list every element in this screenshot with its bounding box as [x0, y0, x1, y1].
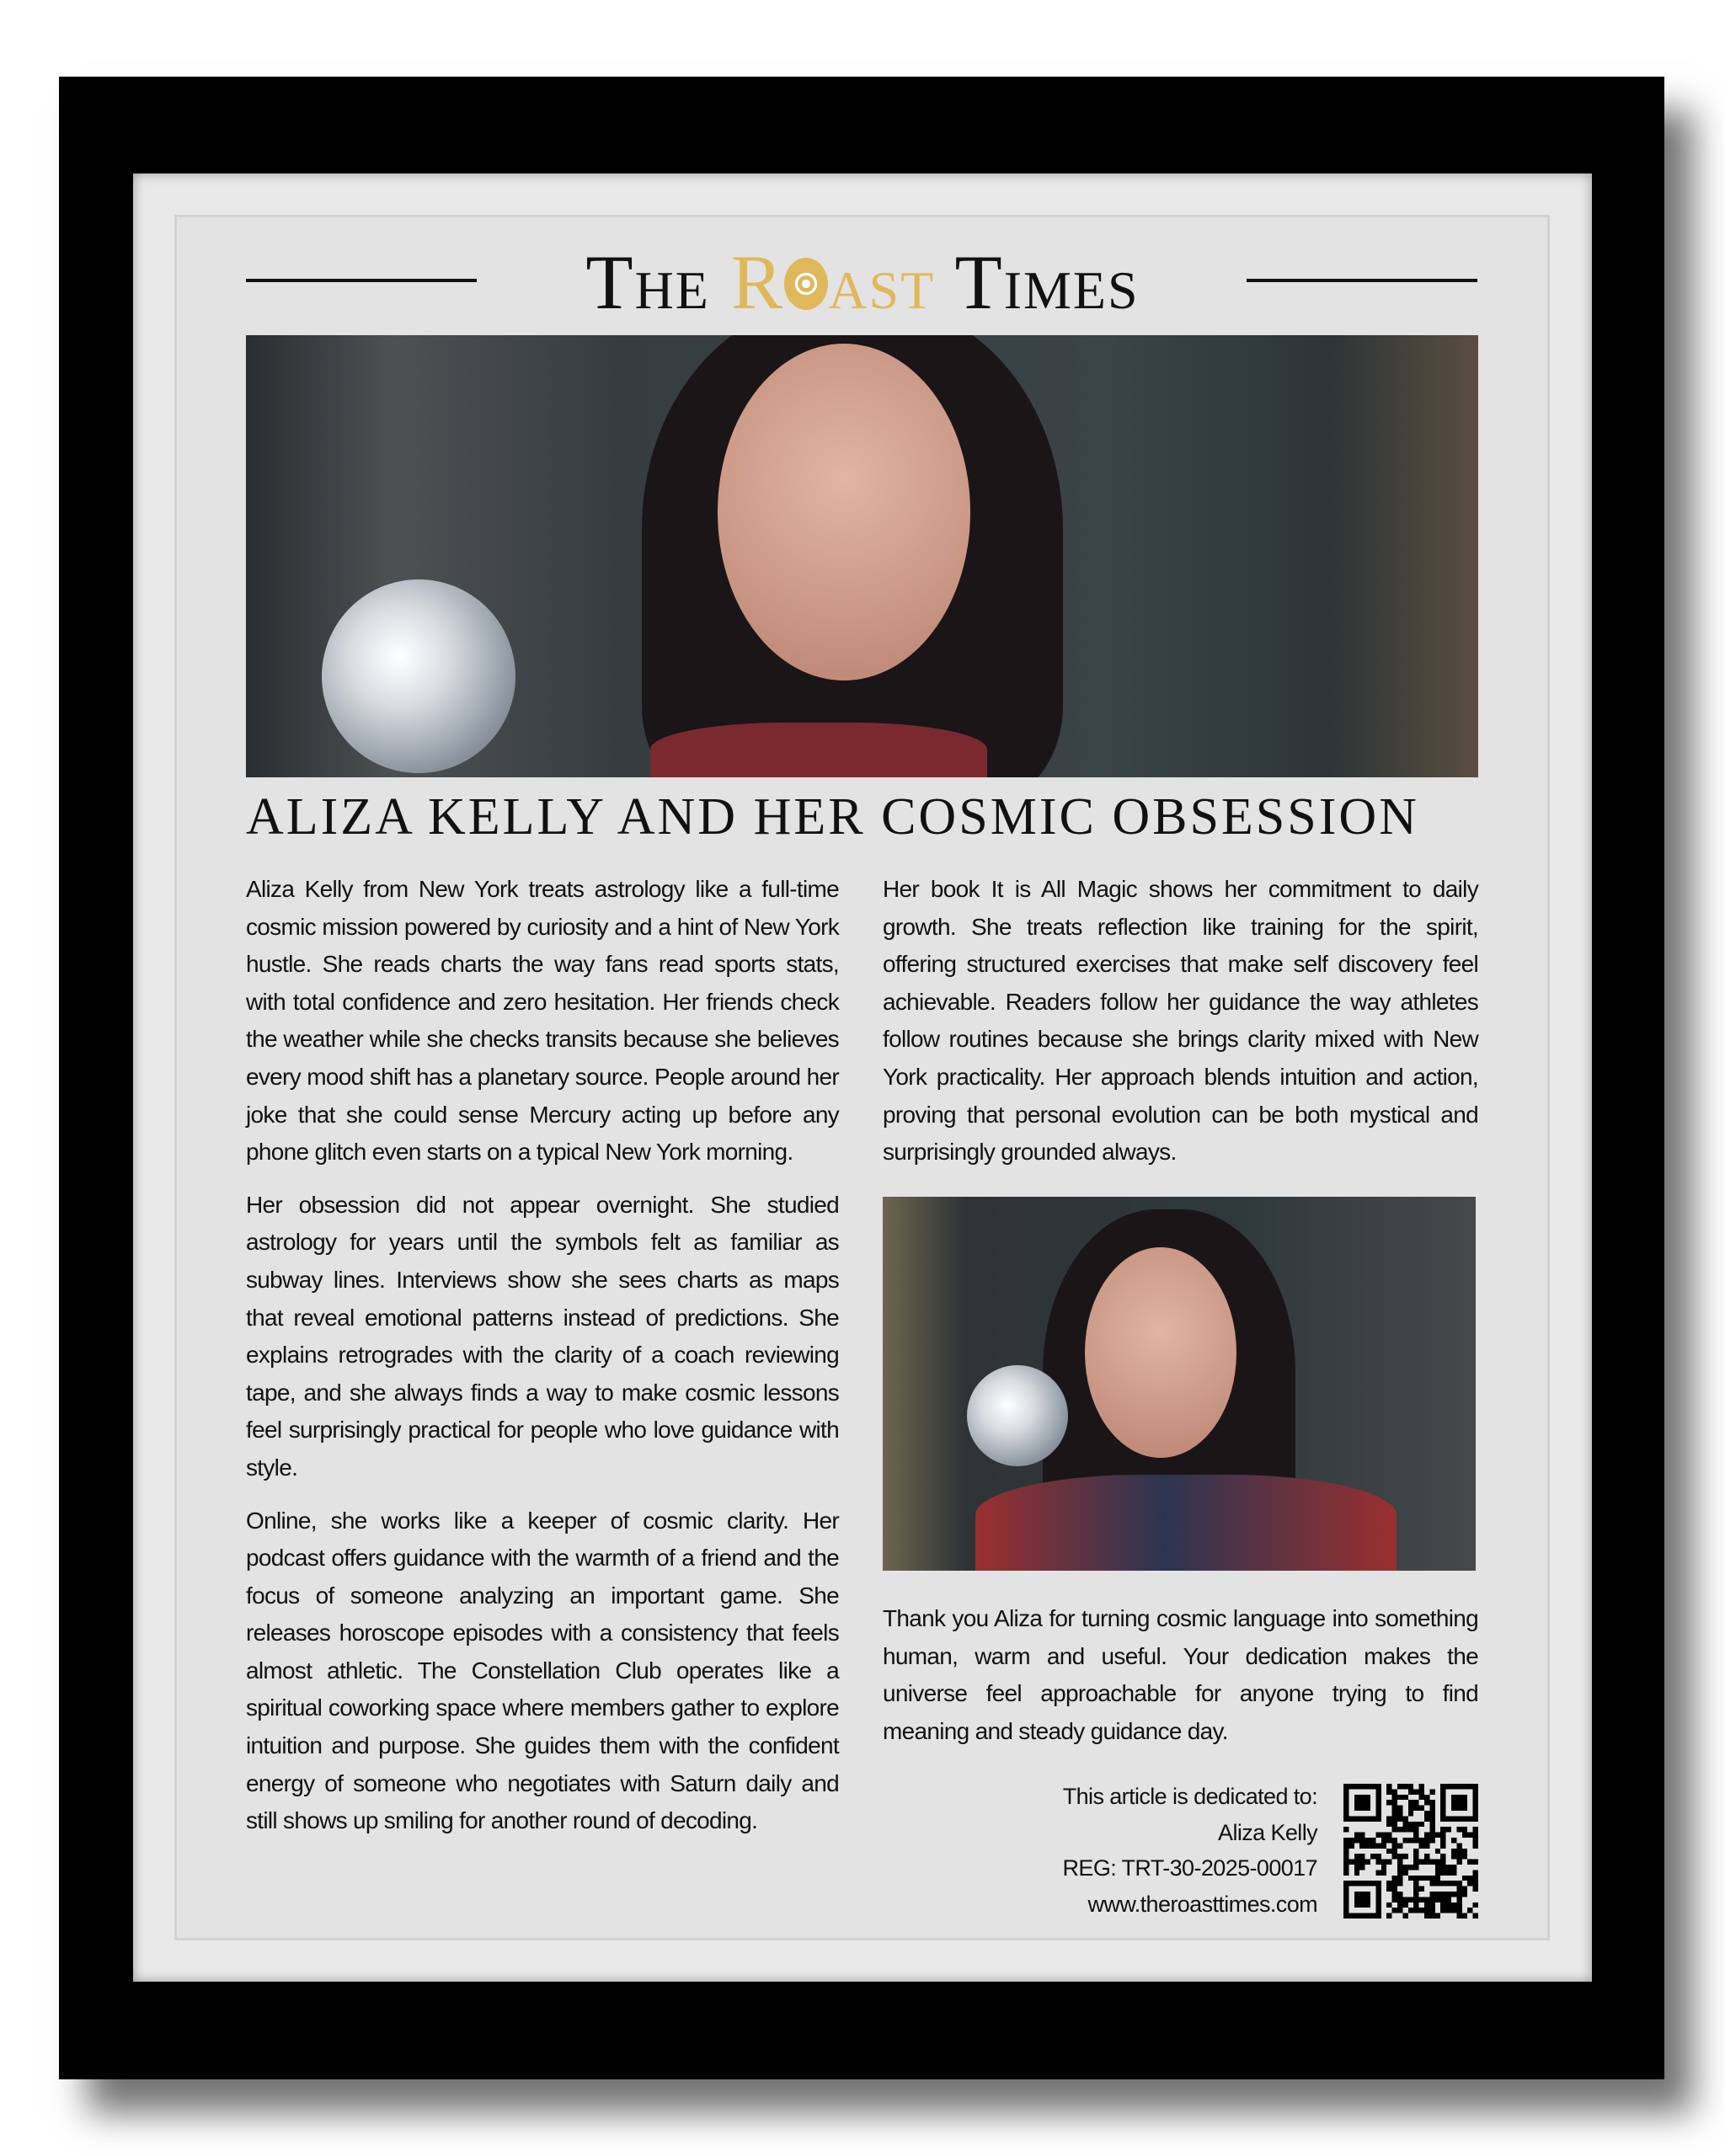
paragraph: Aliza Kelly from New York treats astrology like a full-time cosmic mission powered by curiosity and a hint of New York hustle. She reads charts the way fans read sports stats, with total confidence and zero hesitation. Her friends check the weather while she checks transits because she believes every mood shift has a planetary source. People around her joke that she could sense Mercury acting up before any phone glitch even starts on a typical New York morning. — [246, 876, 839, 1166]
swirl-o-icon — [784, 258, 828, 310]
dedication-block — [1063, 1779, 1317, 1922]
masthead-the: The — [585, 239, 710, 325]
masthead-times: Times — [954, 239, 1140, 325]
article-headline: ALIZA KELLY AND HER COSMIC OBSESSION — [246, 788, 1419, 846]
dedication-label: This article is dedicated to: — [1062, 1784, 1317, 1809]
photo-face — [718, 344, 970, 680]
dedication-name: Aliza Kelly — [1218, 1819, 1317, 1845]
photo-face — [1085, 1247, 1236, 1458]
qr-code[interactable] — [1343, 1784, 1478, 1919]
crystal-ball — [967, 1365, 1068, 1466]
paragraph: Her obsession did not appear overnight. She studied astrology for years until the symbols felt as familiar as subway lines. Interviews show she sees charts as maps that reveal emotional patterns instead of predictions. She explains retrogrades with the clarity of a coach reviewing tape, and she always finds a way to make cosmic lessons feel surprisingly practical for people who love guidance with style. — [246, 1191, 839, 1481]
right-column-top — [883, 871, 1478, 1187]
masthead-rule-left — [246, 279, 477, 282]
registration-number: REG: TRT-30-2025-00017 — [1062, 1855, 1317, 1881]
left-column — [246, 871, 839, 1855]
secondary-photo — [883, 1197, 1476, 1571]
masthead-roast — [731, 239, 935, 325]
masthead-logo — [472, 237, 1253, 327]
paragraph: Online, she works like a keeper of cosmic clarity. Her podcast offers guidance with the warmth of a friend and the focus of someone analyzing an important game. She releases horoscope episodes with a consistency that feels almost athletic. The Constellation Club operates like a spiritual coworking space where members gather to explore intuition and purpose. She guides them with the confident energy of someone who negotiates with Saturn daily and still shows up smiling for another round of decoding. — [246, 1507, 839, 1834]
photo-top — [650, 723, 987, 777]
paragraph: Thank you Aliza for turning cosmic language into something human, warm and useful. Your dedication makes the universe feel approachable for anyone trying to find meaning and steady guidance day. — [883, 1605, 1478, 1744]
crystal-ball — [322, 579, 515, 773]
paragraph: Her book It is All Magic shows her commitment to daily growth. She treats reflection like training for the spirit, offering structured exercises that make self discovery feel achievable. Readers follow her guidance the way athletes follow routines because she brings clarity mixed with New York practicality. Her approach blends intuition and action, proving that personal evolution can be both mystical and surprisingly grounded always. — [883, 876, 1478, 1166]
roast-ast: ast — [828, 239, 936, 325]
website-link[interactable]: www.theroasttimes.com — [1087, 1891, 1317, 1917]
roast-r: R — [730, 239, 785, 325]
masthead-rule-right — [1247, 279, 1477, 282]
right-column-bottom — [883, 1600, 1478, 1765]
photo-top — [975, 1475, 1397, 1571]
hero-photo — [246, 335, 1478, 777]
